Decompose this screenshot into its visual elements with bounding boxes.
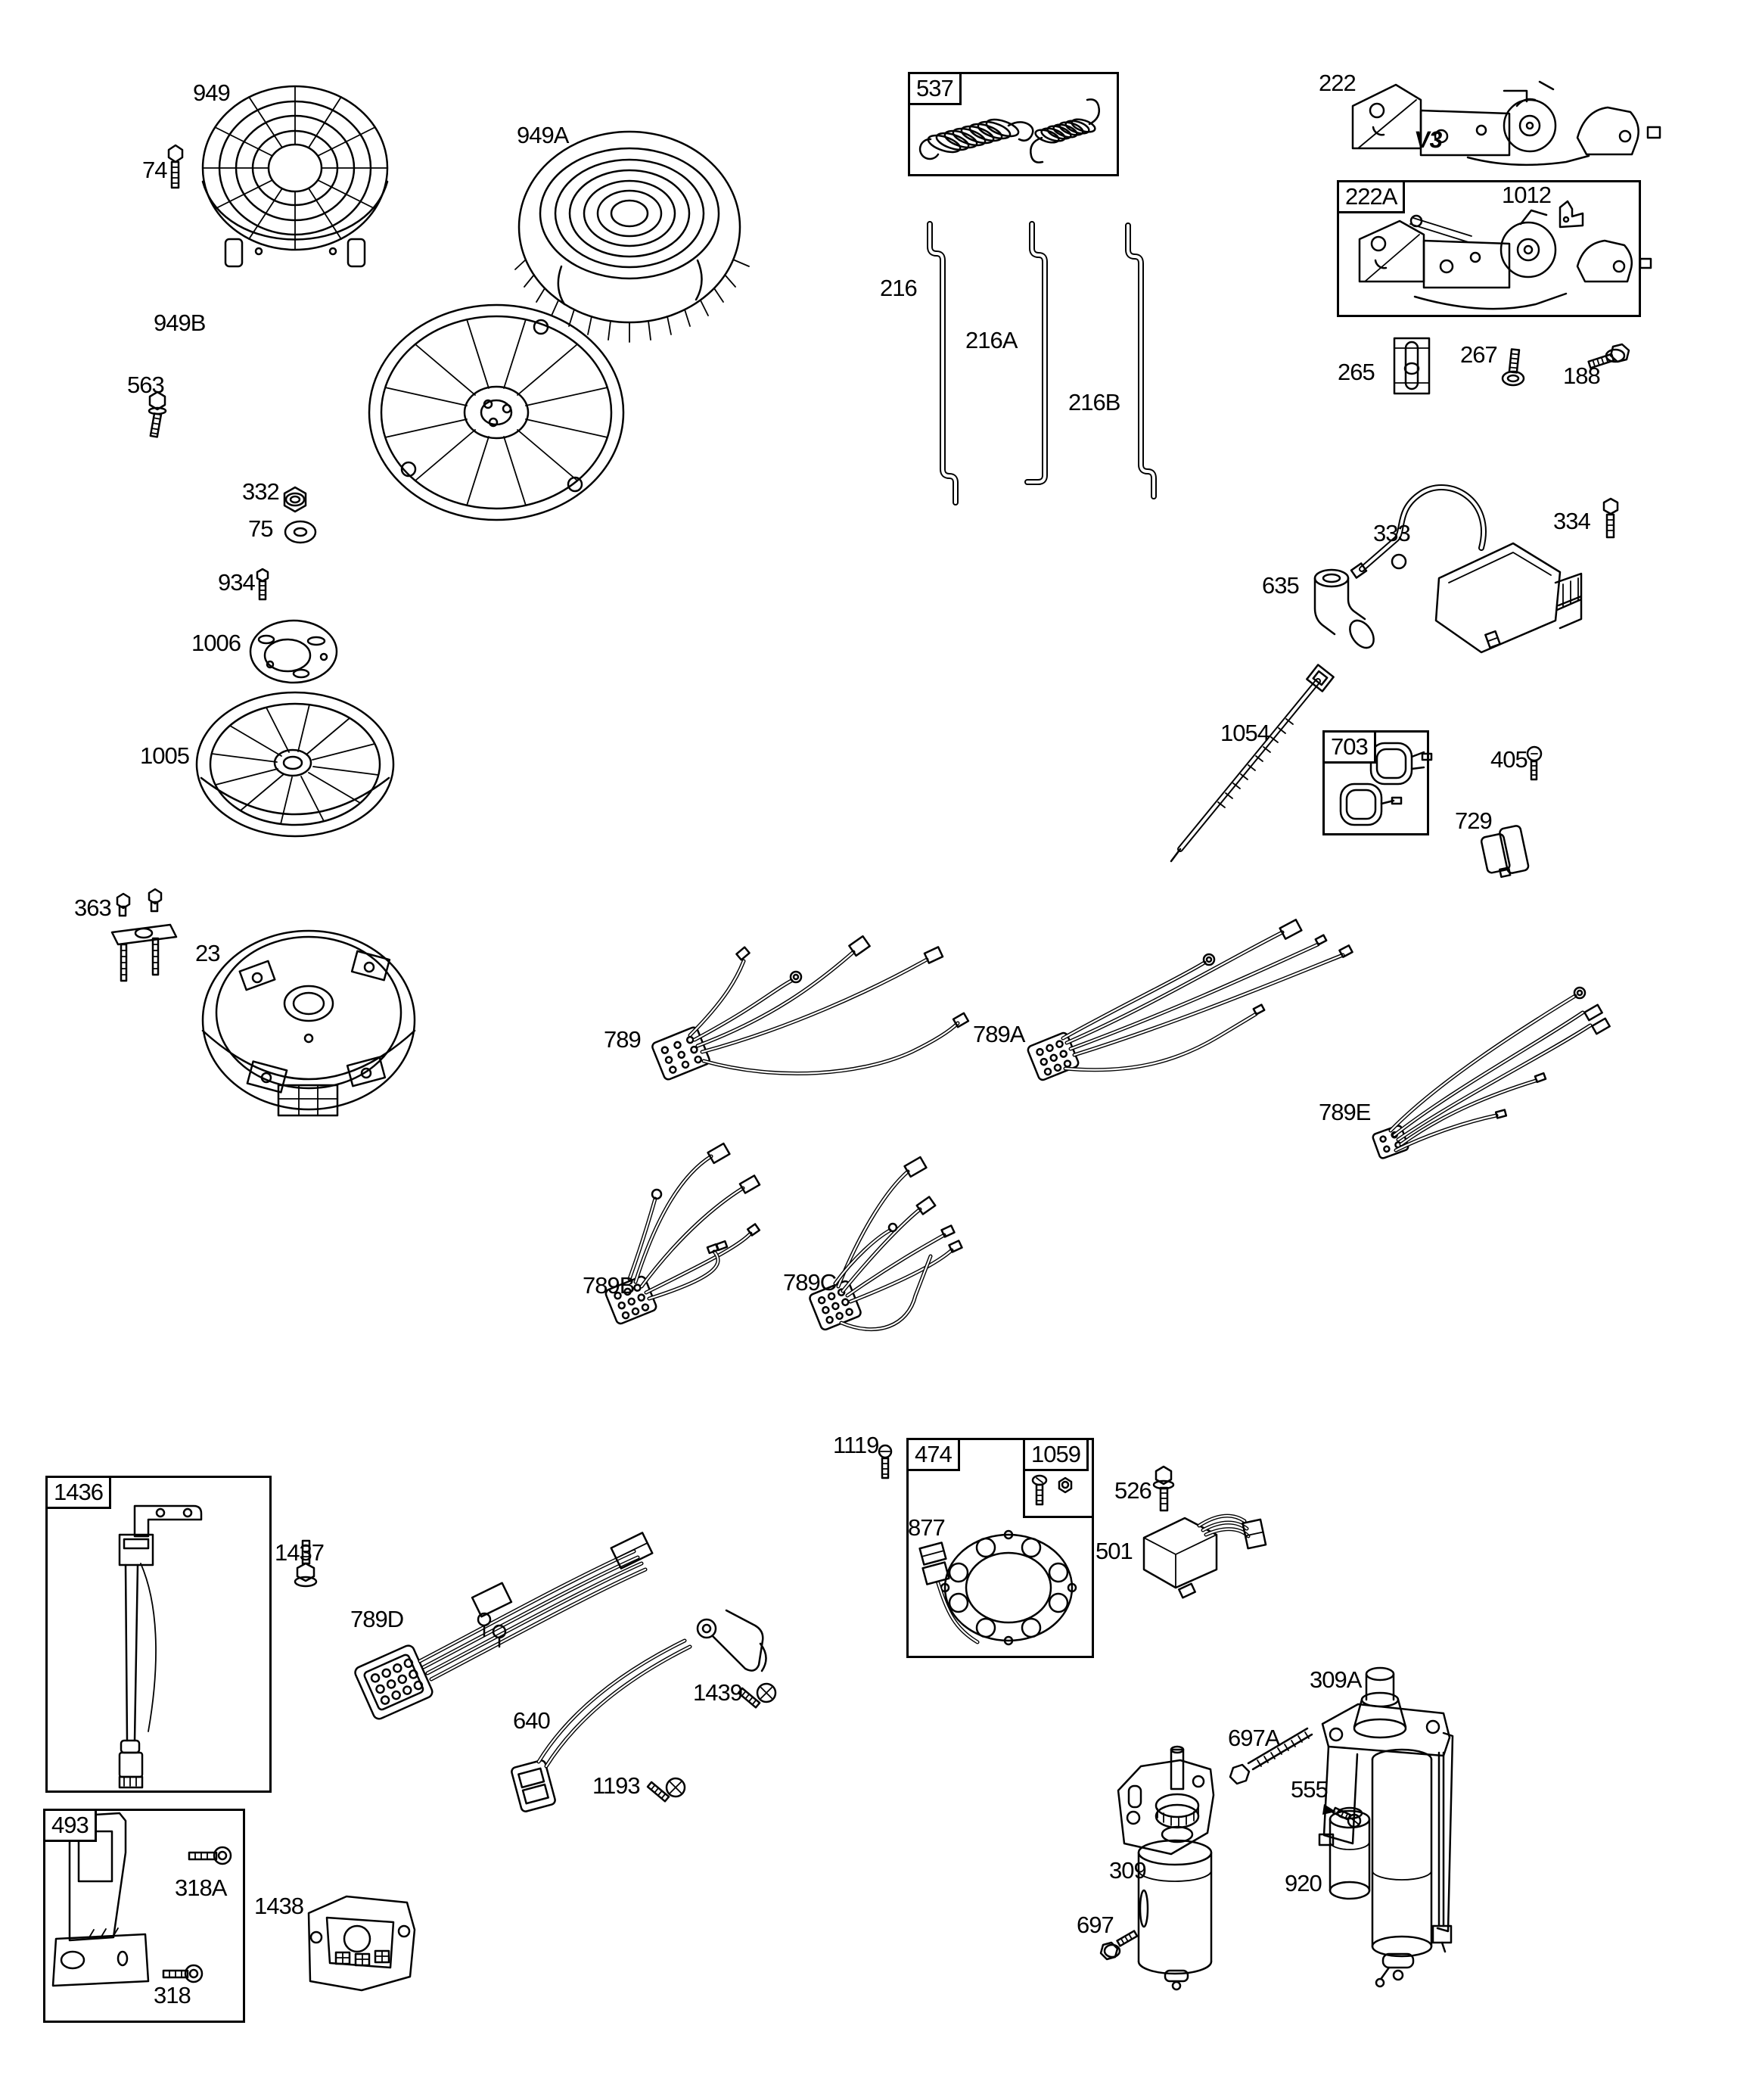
- part-label-789A: 789A: [973, 1021, 1025, 1047]
- screw-1439-drawing: [738, 1684, 775, 1707]
- part-label-789E: 789E: [1319, 1099, 1371, 1125]
- marking-v3: V3: [1413, 126, 1444, 153]
- bolt-526-drawing: [1154, 1467, 1173, 1510]
- part-label-789C: 789C: [783, 1269, 837, 1296]
- part-label-789: 789: [604, 1026, 641, 1053]
- part-label-1006: 1006: [191, 630, 241, 656]
- screw-1119-drawing: [879, 1445, 891, 1478]
- screw-934-drawing: [257, 569, 268, 599]
- callout-box-1059: [1023, 1438, 1094, 1518]
- part-label-23: 23: [195, 940, 220, 966]
- callout-box-1436: [45, 1476, 272, 1793]
- screw-563-drawing: [149, 392, 166, 437]
- part-label-74: 74: [142, 157, 167, 183]
- callout-box-537: [908, 72, 1119, 176]
- part-label-526: 526: [1114, 1477, 1151, 1504]
- part-label-934: 934: [218, 569, 255, 596]
- part-label-1438: 1438: [254, 1893, 303, 1919]
- part-label-216: 216: [880, 275, 917, 301]
- wiring-harness-789A-drawing: [1027, 919, 1352, 1081]
- part-label-318: 318: [154, 1982, 191, 2008]
- part-label-188: 188: [1563, 362, 1600, 389]
- part-label-555: 555: [1291, 1776, 1328, 1803]
- part-label-920: 920: [1285, 1870, 1322, 1896]
- part-label-267: 267: [1460, 341, 1497, 368]
- governor-link-216-drawing: [930, 224, 956, 502]
- module-1438-drawing: [309, 1896, 415, 1990]
- part-label-1054: 1054: [1220, 720, 1270, 746]
- screw-405-drawing: [1527, 747, 1541, 779]
- nut-332-drawing: [284, 487, 306, 512]
- callout-box-222A: [1337, 180, 1641, 317]
- callout-tag-493: 493: [43, 1809, 97, 1842]
- slide-265-drawing: [1394, 338, 1429, 394]
- part-label-1437: 1437: [275, 1539, 324, 1566]
- wiring-harness-789E-drawing: [1372, 988, 1609, 1159]
- voltage-regulator-501-drawing: [1144, 1516, 1266, 1598]
- governor-link-216A-drawing: [1027, 224, 1045, 482]
- screw-267-drawing: [1503, 349, 1524, 385]
- part-label-309: 309: [1109, 1857, 1146, 1884]
- callout-box-493: [43, 1809, 245, 2023]
- screw-1193-drawing: [648, 1778, 685, 1801]
- part-label-1439: 1439: [693, 1679, 742, 1706]
- part-label-363: 363: [74, 894, 111, 921]
- fan-1005-drawing: [197, 692, 393, 836]
- callout-tag-703: 703: [1322, 730, 1376, 764]
- part-label-1005: 1005: [140, 742, 189, 769]
- part-label-949A: 949A: [517, 122, 569, 148]
- part-label-75: 75: [248, 515, 273, 542]
- part-label-877: 877: [908, 1514, 945, 1541]
- part-label-309A: 309A: [1310, 1666, 1362, 1693]
- spark-plug-boot-635-drawing: [1315, 570, 1378, 652]
- blower-housing-949-drawing: [203, 86, 387, 266]
- flywheel-23-drawing: [203, 931, 415, 1115]
- part-label-1193: 1193: [592, 1772, 640, 1799]
- callout-tag-1059: 1059: [1023, 1438, 1089, 1471]
- part-label-318A: 318A: [175, 1874, 227, 1901]
- part-label-501: 501: [1095, 1538, 1133, 1564]
- screw-74-drawing: [169, 145, 182, 188]
- wiring-harness-789-drawing: [651, 936, 968, 1081]
- part-label-216B: 216B: [1068, 389, 1120, 415]
- part-label-333: 333: [1373, 520, 1410, 546]
- part-label-729: 729: [1455, 807, 1492, 834]
- callout-tag-474: 474: [906, 1438, 960, 1471]
- part-label-334: 334: [1553, 508, 1590, 534]
- starter-motor-920-drawing: [1319, 1668, 1453, 1986]
- blower-housing-949A-drawing: [515, 132, 749, 342]
- cable-tie-1054-drawing: [1171, 665, 1334, 861]
- washer-75-drawing: [285, 521, 315, 543]
- flywheel-puller-363-drawing: [112, 889, 176, 981]
- ignition-coil-333-drawing: [1351, 487, 1581, 652]
- part-label-949B: 949B: [154, 310, 206, 336]
- part-label-697A: 697A: [1228, 1725, 1280, 1751]
- part-label-789D: 789D: [350, 1606, 404, 1632]
- callout-tag-1436: 1436: [45, 1476, 111, 1509]
- governor-link-216B-drawing: [1128, 226, 1154, 496]
- part-label-789B: 789B: [583, 1272, 635, 1299]
- bolt-334-drawing: [1604, 499, 1618, 537]
- part-label-332: 332: [242, 478, 279, 505]
- part-label-563: 563: [127, 372, 164, 398]
- part-label-635: 635: [1262, 572, 1299, 599]
- fan-retainer-1006-drawing: [250, 621, 337, 683]
- part-label-1012: 1012: [1502, 182, 1551, 208]
- callout-box-703: [1322, 730, 1429, 835]
- part-label-1119: 1119: [833, 1432, 879, 1458]
- part-label-405: 405: [1490, 746, 1527, 773]
- part-label-216A: 216A: [965, 327, 1018, 353]
- part-label-265: 265: [1338, 359, 1375, 385]
- part-label-222: 222: [1319, 70, 1356, 96]
- callout-tag-537: 537: [908, 72, 962, 105]
- part-label-640: 640: [513, 1707, 550, 1734]
- control-bracket-222-drawing: [1353, 82, 1660, 165]
- fan-guard-949B-drawing: [369, 305, 623, 520]
- wiring-harness-789C-drawing: [809, 1157, 962, 1331]
- part-label-949: 949: [193, 79, 230, 106]
- callout-tag-222A: 222A: [1337, 180, 1405, 213]
- part-label-697: 697: [1077, 1912, 1114, 1938]
